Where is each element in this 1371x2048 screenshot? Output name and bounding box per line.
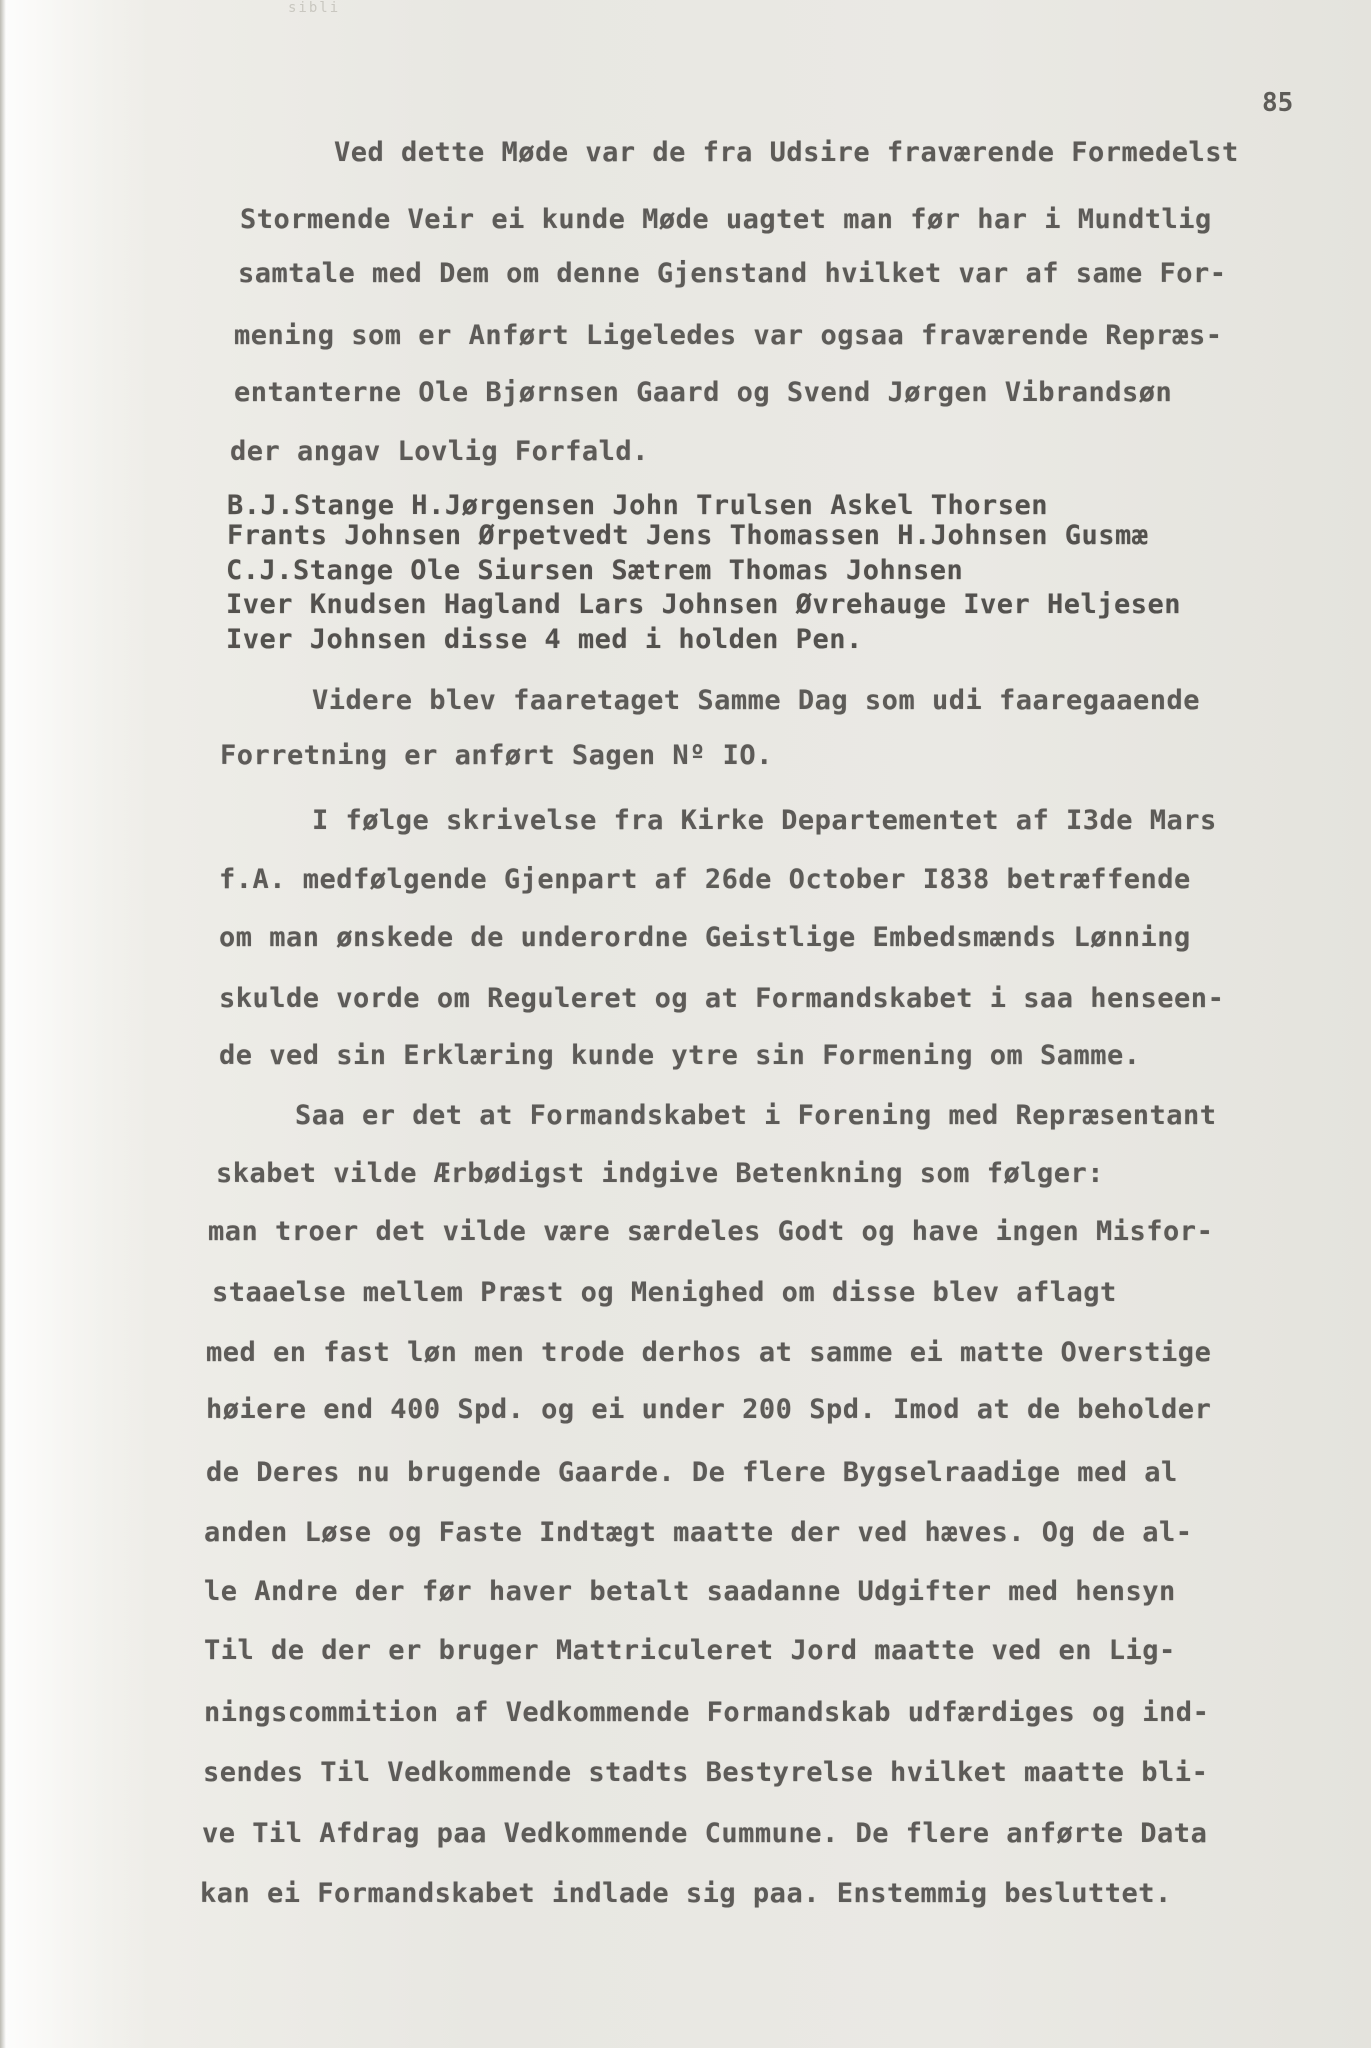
- paragraph-1-line-2: Stormende Veir ei kunde Møde uagtet man før har i Mundtlig: [240, 204, 1212, 235]
- names-line-4: Iver Knudsen Hagland Lars Johnsen Øvrehauge Iver Heljesen: [226, 589, 1182, 620]
- names-line-3: C.J.Stange Ole Siursen Sætrem Thomas Johnsen: [226, 555, 964, 586]
- paragraph-4-line-13: ve Til Afdrag paa Vedkommende Cummune. De flere anførte Data: [202, 1818, 1208, 1849]
- paragraph-4-line-7: de Deres nu brugende Gaarde. De flere Bygselraadige med al: [206, 1457, 1178, 1488]
- paragraph-4-line-1: Saa er det at Formandskabet i Forening med Repræsentant: [295, 1100, 1217, 1131]
- paragraph-1-line-3: samtale med Dem om denne Gjenstand hvilket var af same For-: [238, 258, 1227, 289]
- paragraph-4-line-11: ningscommition af Vedkommende Formandskab udfærdiges og ind-: [204, 1697, 1210, 1728]
- page-number: 85: [1262, 88, 1294, 118]
- paragraph-3-line-1: I følge skrivelse fra Kirke Departementet af I3de Mars: [312, 805, 1217, 836]
- paragraph-4-line-8: anden Løse og Faste Indtægt maatte der ved hæves. Og de al-: [204, 1517, 1193, 1548]
- names-line-1: B.J.Stange H.Jørgensen John Trulsen Askel Thorsen: [227, 490, 1049, 521]
- paragraph-1-line-5: entanterne Ole Bjørnsen Gaard og Svend Jørgen Vibrandsøn: [234, 377, 1173, 408]
- paragraph-4-line-3: man troer det vilde være særdeles Godt og have ingen Misfor-: [208, 1216, 1214, 1247]
- paragraph-4-line-14: kan ei Formandskabet indlade sig paa. Enstemmig besluttet.: [200, 1878, 1172, 1909]
- paragraph-3-line-5: de ved sin Erklæring kunde ytre sin Formening om Samme.: [219, 1040, 1141, 1071]
- paragraph-4-line-6: høiere end 400 Spd. og ei under 200 Spd. Imod at de beholder: [206, 1394, 1212, 1425]
- paragraph-4-line-2: skabet vilde Ærbødigst indgive Betenkning som følger:: [216, 1158, 1105, 1189]
- paragraph-3-line-4: skulde vorde om Reguleret og at Formandskabet i saa henseen-: [219, 983, 1225, 1014]
- paragraph-2-line-2: Forretning er anført Sagen Nº IO.: [220, 740, 773, 771]
- paragraph-3-line-2: f.A. medfølgende Gjenpart af 26de October I838 betræffende: [219, 864, 1191, 895]
- paragraph-3-line-3: om man ønskede de underordne Geistlige Embedsmænds Lønning: [219, 922, 1191, 953]
- faint-top-stamp: sibli: [288, 0, 341, 16]
- paragraph-2-line-1: Videre blev faaretaget Samme Dag som udi faaregaaende: [312, 685, 1201, 716]
- names-line-5: Iver Johnsen disse 4 med i holden Pen.: [226, 624, 863, 655]
- paragraph-4-line-5: med en fast løn men trode derhos at samme ei matte Overstige: [206, 1337, 1212, 1368]
- names-line-2: Frants Johnsen Ørpetvedt Jens Thomassen H.Johnsen Gusmæ: [227, 520, 1149, 551]
- paragraph-1-line-6: der angav Lovlig Forfald.: [230, 436, 649, 467]
- page-left-edge: [0, 0, 6, 2048]
- paragraph-1-line-4: mening som er Anført Ligeledes var ogsaa fraværende Repræs-: [234, 320, 1223, 351]
- paragraph-4-line-9: le Andre der før haver betalt saadanne Udgifter med hensyn: [204, 1576, 1176, 1607]
- paragraph-4-line-12: sendes Til Vedkommende stadts Bestyrelse hvilket maatte bli-: [203, 1757, 1209, 1788]
- paragraph-1-line-1: Ved dette Møde var de fra Udsire fraværende Formedelst: [334, 137, 1239, 168]
- paragraph-4-line-10: Til de der er bruger Mattriculeret Jord maatte ved en Lig-: [204, 1635, 1176, 1666]
- page-fold-shadow: [0, 0, 150, 2048]
- paragraph-4-line-4: staaelse mellem Præst og Menighed om disse blev aflagt: [212, 1277, 1117, 1308]
